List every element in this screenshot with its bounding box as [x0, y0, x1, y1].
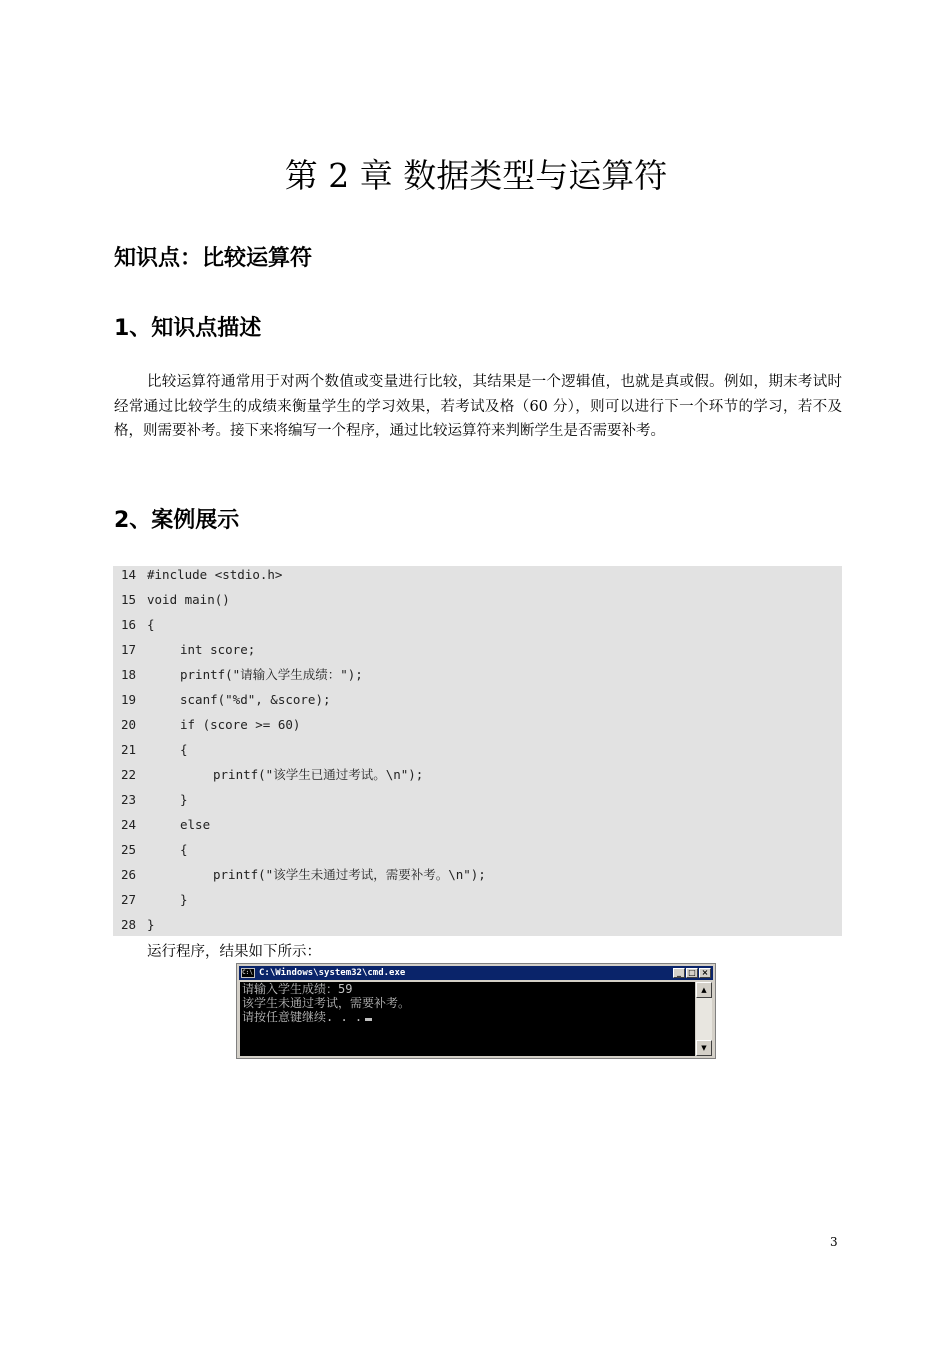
console-line: 请按任意键继续. . . — [240, 1010, 695, 1024]
maximize-button[interactable]: □ — [686, 968, 698, 978]
console-window — [236, 963, 716, 1059]
scroll-down-icon[interactable]: ▼ — [696, 1040, 712, 1056]
code-text: } — [180, 892, 188, 907]
console-line: 该学生未通过考试，需要补考。 — [242, 996, 411, 1010]
code-text: #include <stdio.h> — [147, 567, 283, 582]
code-text: int score; — [180, 642, 256, 657]
code-text: if (score >= 60) — [180, 717, 301, 732]
code-line — [113, 567, 842, 592]
line-number: 19 — [121, 692, 137, 707]
line-number: 23 — [121, 792, 137, 807]
chapter-title: 第 2 章 数据类型与运算符 — [284, 156, 668, 195]
code-line — [113, 667, 842, 692]
code-text: else — [180, 817, 211, 832]
line-number: 15 — [121, 592, 137, 607]
console-output — [240, 982, 695, 1056]
code-text: void main() — [147, 592, 230, 607]
code-text: printf("请输入学生成绩："); — [180, 667, 363, 682]
code-text: printf("该学生已通过考试。\n"); — [213, 767, 424, 782]
code-line — [113, 592, 842, 617]
console-title: C:\Windows\system32\cmd.exe — [259, 968, 406, 978]
line-number: 28 — [121, 917, 137, 932]
line-number: 14 — [121, 567, 137, 582]
run-result-caption: 运行程序，结果如下所示： — [147, 944, 321, 960]
knowledge-point-heading: 知识点：比较运算符 — [114, 246, 313, 271]
scroll-up-icon[interactable]: ▲ — [696, 982, 712, 998]
line-number: 18 — [121, 667, 137, 682]
scrollbar[interactable] — [696, 982, 712, 1056]
code-line — [113, 867, 842, 892]
code-line — [113, 742, 842, 767]
close-button[interactable]: × — [699, 968, 711, 978]
code-text: printf("该学生未通过考试，需要补考。\n"); — [213, 867, 486, 882]
line-number: 26 — [121, 867, 137, 882]
cursor — [365, 1018, 372, 1021]
code-line — [113, 892, 842, 917]
line-number: 21 — [121, 742, 137, 757]
section2-heading: 2、案例展示 — [114, 508, 240, 533]
code-line — [113, 842, 842, 867]
description-paragraph: 比较运算符通常用于对两个数值或变量进行比较，其结果是一个逻辑值，也就是真或假。例如，期末考试时经常通过比较学生的成绩来衡量学生的学习效果，若考试及格（60 分），则可以进行下一个环节的学习，若不及格，则需要补考。接下来将编写一个程序，通过比较运算符来判断学生是否需要补考。 — [114, 374, 842, 440]
code-text: { — [180, 842, 188, 857]
line-number: 22 — [121, 767, 137, 782]
line-number: 25 — [121, 842, 137, 857]
code-block — [113, 566, 842, 936]
code-line — [113, 792, 842, 817]
line-number: 17 — [121, 642, 137, 657]
console-titlebar[interactable] — [239, 966, 713, 980]
minimize-button[interactable]: _ — [673, 968, 685, 978]
code-line — [113, 917, 842, 942]
code-text: { — [147, 617, 155, 632]
code-text: { — [180, 742, 188, 757]
line-number: 20 — [121, 717, 137, 732]
line-number: 16 — [121, 617, 137, 632]
cmd-icon: C:\ — [241, 968, 255, 978]
code-text: } — [180, 792, 188, 807]
line-number: 27 — [121, 892, 137, 907]
code-line — [113, 617, 842, 642]
code-line — [113, 717, 842, 742]
code-line — [113, 817, 842, 842]
section1-heading: 1、知识点描述 — [114, 316, 262, 341]
page-number: 3 — [830, 1235, 838, 1249]
console-line: 请输入学生成绩：59 — [242, 982, 353, 996]
code-line — [113, 692, 842, 717]
code-line — [113, 642, 842, 667]
code-text: } — [147, 917, 155, 932]
line-number: 24 — [121, 817, 137, 832]
code-line — [113, 767, 842, 792]
code-text: scanf("%d", &score); — [180, 692, 331, 707]
